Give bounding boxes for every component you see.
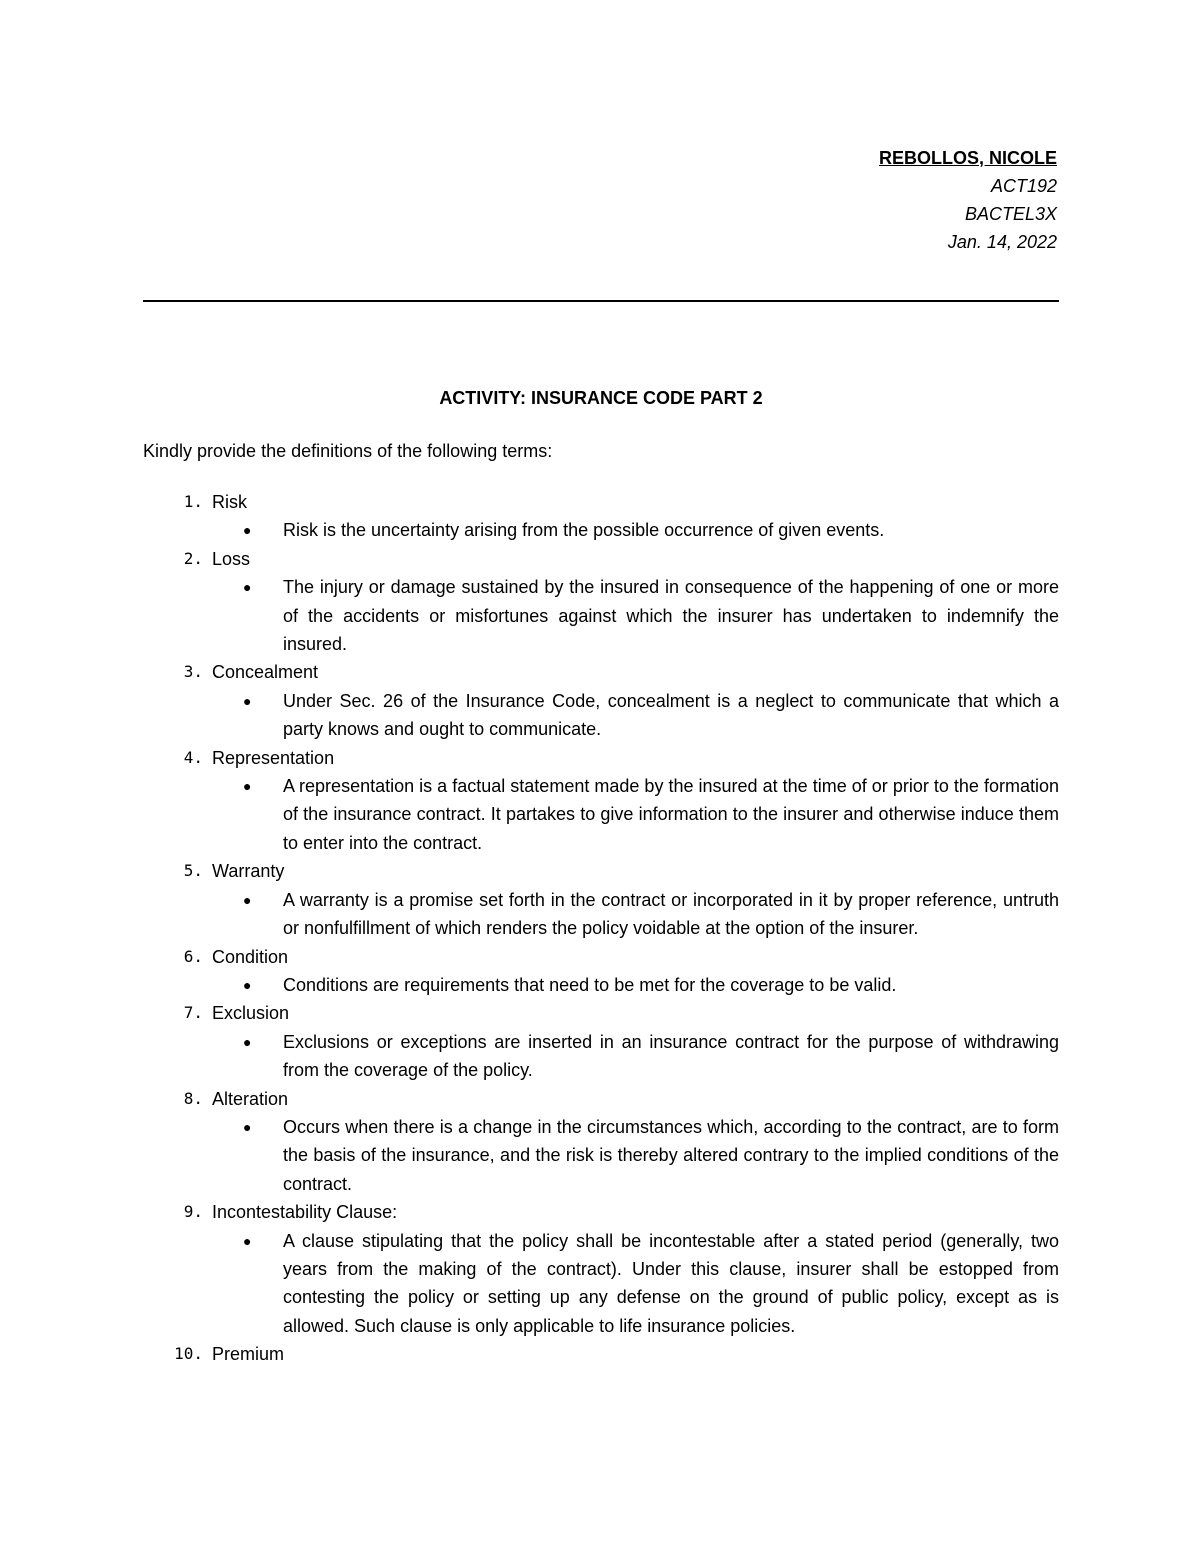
term-item <box>143 1198 1059 1340</box>
term-heading <box>143 744 1059 772</box>
bullet-icon: ● <box>243 1033 252 1050</box>
header-block <box>879 144 1057 256</box>
term-heading <box>143 1085 1059 1113</box>
bullet-icon: ● <box>243 1232 252 1249</box>
term-number: 8. <box>183 1088 203 1108</box>
term-heading <box>143 658 1059 686</box>
definition-text: The injury or damage sustained by the insured in consequence of the happening of one or more of the accidents or misfortunes against which the insurer has undertaken to indemnify the insured. <box>283 577 1059 655</box>
bullet-icon: ● <box>243 1118 252 1135</box>
term-definition <box>143 1028 1059 1085</box>
definition-text: Risk is the uncertainty arising from the possible occurrence of given events. <box>283 520 885 541</box>
bullet-icon: ● <box>243 891 252 908</box>
term-definition <box>143 1113 1059 1198</box>
submission-date: Jan. 14, 2022 <box>947 232 1057 252</box>
term-definition <box>143 886 1059 943</box>
term-heading <box>143 1340 1059 1368</box>
term-item <box>143 1085 1059 1199</box>
instructions-text: Kindly provide the definitions of the following terms: <box>143 441 553 461</box>
term-definition <box>143 573 1059 658</box>
definition-text: A clause stipulating that the policy shall be incontestable after a stated period (generally, two years from the making of the contract). Under this clause, insurer shall be estopped from contesting the policy or setting up any defense on the ground of public policy, except as is allowed. Such clause is only applicable to life insurance policies. <box>283 1230 1059 1336</box>
term-name: Incontestability Clause: <box>212 1202 398 1223</box>
bullet-icon: ● <box>243 522 252 539</box>
bullet-icon: ● <box>243 976 252 993</box>
document-title: ACTIVITY: INSURANCE CODE PART 2 <box>439 388 763 408</box>
section-code: BACTEL3X <box>964 204 1057 224</box>
term-heading <box>143 1198 1059 1226</box>
term-name: Condition <box>212 946 289 967</box>
term-item <box>143 744 1059 858</box>
student-name: REBOLLOS, NICOLE <box>878 148 1057 168</box>
term-name: Concealment <box>212 662 319 683</box>
term-name: Loss <box>212 548 251 569</box>
term-number: 5. <box>183 861 203 881</box>
term-heading <box>143 999 1059 1027</box>
term-definition <box>143 772 1059 857</box>
term-definition <box>143 1227 1059 1341</box>
definition-text: A warranty is a promise set forth in the contract or incorporated in it by proper reference, untruth or nonfulfillment of which renders the policy voidable at the option of the insurer. <box>283 889 1059 939</box>
definition-text: Exclusions or exceptions are inserted in an insurance contract for the purpose of withdrawing from the coverage of the policy. <box>283 1031 1059 1081</box>
definition-text: A representation is a factual statement made by the insured at the time of or prior to the formation of the insurance contract. It partakes to give information to the insurer and otherwise induce them to enter into the contract. <box>283 776 1059 853</box>
term-heading <box>143 943 1059 971</box>
term-heading <box>143 857 1059 885</box>
term-definition <box>143 971 1059 999</box>
term-name: Representation <box>212 747 335 768</box>
term-number: 6. <box>183 946 203 966</box>
definition-text: Occurs when there is a change in the circumstances which, according to the contract, are to form the basis of the insurance, and the risk is thereby altered contrary to the implied conditions of the contract. <box>283 1116 1059 1194</box>
term-number: 9. <box>183 1202 203 1222</box>
definition-text: Under Sec. 26 of the Insurance Code, concealment is a neglect to communicate that which a party knows and ought to communicate. <box>283 690 1059 740</box>
term-item <box>143 488 1059 545</box>
term-number: 1. <box>183 492 203 511</box>
term-name: Exclusion <box>212 1003 290 1024</box>
term-definition <box>143 516 1059 544</box>
bullet-icon: ● <box>243 778 252 795</box>
terms-list <box>143 488 1059 1369</box>
bullet-icon: ● <box>243 692 252 709</box>
term-number: 3. <box>183 662 203 682</box>
term-name: Alteration <box>212 1088 289 1109</box>
term-heading <box>143 545 1059 573</box>
term-name: Risk <box>212 492 247 512</box>
term-item <box>143 857 1059 942</box>
term-heading <box>143 488 1059 516</box>
term-item <box>143 545 1059 659</box>
term-item <box>143 658 1059 743</box>
term-name: Warranty <box>212 861 285 882</box>
term-number: 2. <box>183 548 203 568</box>
term-number: 4. <box>183 747 203 767</box>
term-number: 7. <box>183 1003 203 1023</box>
term-item <box>143 999 1059 1084</box>
horizontal-divider <box>143 300 1059 302</box>
term-number: 10. <box>174 1344 203 1364</box>
term-definition <box>143 687 1059 744</box>
definition-text: Conditions are requirements that need to be met for the coverage to be valid. <box>283 974 897 995</box>
course-code: ACT192 <box>990 176 1057 196</box>
term-name: Premium <box>212 1344 285 1365</box>
bullet-icon: ● <box>243 579 252 596</box>
term-item <box>143 943 1059 1000</box>
term-item <box>143 1340 1059 1368</box>
